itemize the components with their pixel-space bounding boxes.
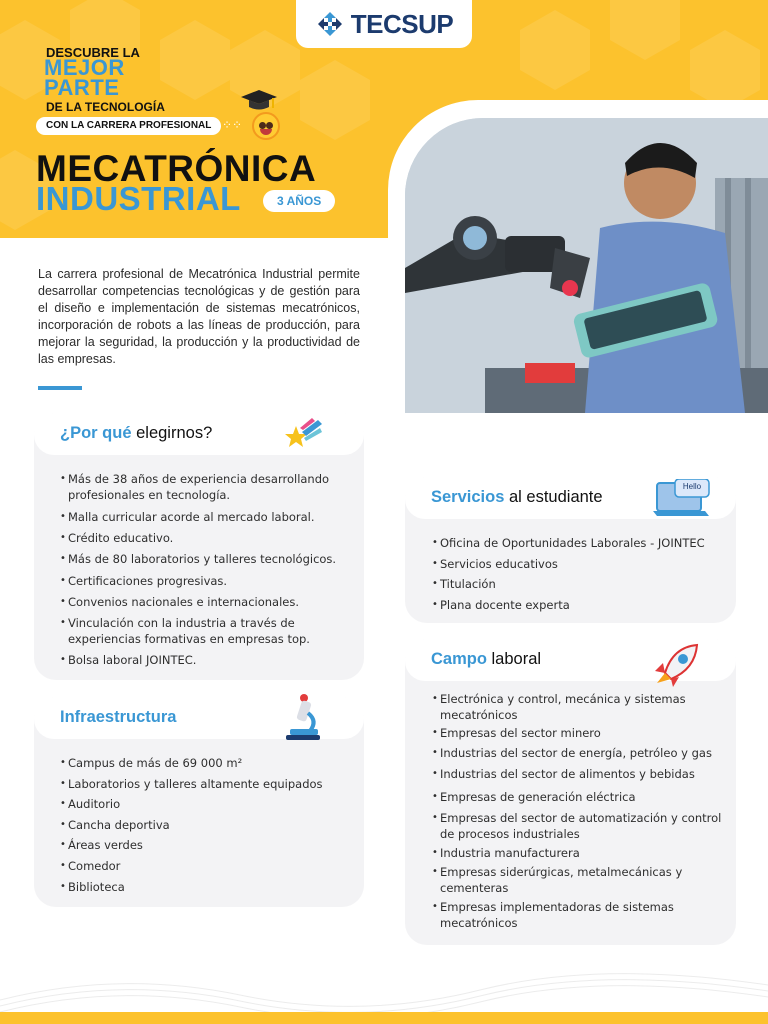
list-item: • Cancha deportiva: [60, 817, 358, 833]
services-title-highlight: Servicios: [431, 488, 505, 506]
career-title: MECATRÓNICA: [36, 148, 317, 189]
student-services-card: [405, 477, 736, 623]
services-title: [431, 488, 603, 507]
laptop-chat-icon: [653, 479, 713, 517]
field-title: [431, 650, 541, 669]
list-item: • Vinculación con la industria a través de experiencias formativas en empresas top.: [60, 615, 358, 647]
why-title-rest: elegirnos?: [136, 424, 213, 442]
list-item: • Empresas del sector de automatización y control de procesos industriales: [432, 810, 730, 842]
hello-bubble-text: Hello: [682, 482, 702, 491]
logo-wordmark: TECSUP: [350, 8, 454, 39]
list-item: • Empresas siderúrgicas, metalmecánicas y cementeras: [432, 864, 730, 896]
infrastructure-card: [34, 697, 364, 907]
tecsup-logo[interactable]: [296, 0, 472, 48]
list-item: • Malla curricular acorde al mercado laboral.: [60, 509, 358, 525]
microscope-icon: [282, 693, 324, 741]
services-title-rest: al estudiante: [508, 488, 603, 506]
list-item: • Crédito educativo.: [60, 530, 358, 546]
rocket-icon: [651, 643, 701, 687]
list-item: • Bolsa laboral JOINTEC.: [60, 652, 358, 668]
why-title-highlight: ¿Por qué: [60, 424, 132, 442]
tagline-line-1: DESCUBRE LA: [46, 45, 140, 60]
why-title: [60, 424, 212, 443]
graduation-cap-icon: [240, 86, 278, 114]
infra-title: [60, 708, 176, 727]
duration-badge: 3 AÑOS: [263, 190, 335, 212]
list-item: • Titulación: [432, 576, 730, 592]
star-sparkle-icon: [284, 416, 324, 454]
list-item: • Campus de más de 69 000 m²: [60, 755, 358, 771]
list-item: • Industrias del sector de energía, petróleo y gas: [432, 745, 730, 761]
list-item: • Áreas verdes: [60, 837, 358, 853]
field-title-highlight: Campo: [431, 650, 487, 668]
services-list: [432, 535, 730, 613]
list-item: • Certificaciones progresivas.: [60, 573, 358, 589]
career-description: La carrera profesional de Mecatrónica Industrial permite desarrollar competencias tecnológicas y de gestión para el diseño e implementación de sistemas mecatrónicos, incorporación de robots a las líneas de producción, para mejorar la seguridad, la producción y la productividad de las empresas.: [38, 267, 360, 366]
list-item: • Industria manufacturera: [432, 845, 730, 861]
list-item: • Laboratorios y talleres altamente equipados: [60, 776, 358, 792]
wave-decoration: [0, 960, 768, 1020]
list-item: • Industrias del sector de alimentos y bebidas: [432, 766, 730, 782]
accent-divider: [38, 386, 82, 390]
why-choose-card: [34, 413, 364, 680]
tagline-highlight: [44, 55, 125, 100]
hex-decoration: [610, 0, 680, 60]
tagline-line-3: DE LA TECNOLOGÍA: [46, 100, 165, 114]
list-item: • Auditorio: [60, 796, 358, 812]
career-subtitle: INDUSTRIAL: [36, 180, 241, 217]
list-item: • Biblioteca: [60, 879, 358, 895]
list-item: • Empresas de generación eléctrica: [432, 789, 730, 805]
hex-decoration: [300, 60, 370, 140]
why-list: [60, 471, 358, 668]
list-item: • Convenios nacionales e internacionales.: [60, 594, 358, 610]
job-field-card: [405, 639, 736, 945]
field-list: [432, 691, 730, 931]
recycle-arrows-icon: [315, 9, 345, 39]
student-robot-photo: [405, 118, 768, 413]
footer-bar: [0, 1012, 768, 1024]
career-pill: CON LA CARRERA PROFESIONAL: [36, 117, 221, 135]
list-item: • Plana docente experta: [432, 597, 730, 613]
hex-decoration: [520, 10, 590, 90]
happy-emoji-icon: [252, 112, 280, 140]
infra-list: [60, 755, 358, 895]
hex-decoration: [160, 20, 230, 100]
tagline-highlight-2: PARTE: [44, 75, 120, 100]
list-item: • Electrónica y control, mecánica y sistemas mecatrónicos: [432, 691, 730, 723]
list-item: • Más de 38 años de experiencia desarrollando profesionales en tecnología.: [60, 471, 358, 503]
hex-decoration: [690, 30, 760, 110]
list-item: • Empresas del sector minero: [432, 725, 730, 741]
list-item: • Comedor: [60, 858, 358, 874]
tagline-highlight-1: MEJOR: [44, 55, 125, 80]
list-item: • Servicios educativos: [432, 556, 730, 572]
field-title-rest: laboral: [491, 650, 542, 668]
list-item: • Empresas implementadoras de sistemas mecatrónicos: [432, 899, 730, 931]
infra-title-text: Infraestructura: [60, 708, 177, 726]
list-item: • Oficina de Oportunidades Laborales - JOINTEC: [432, 535, 730, 551]
dots-decoration: ⁘⁘: [222, 118, 243, 132]
list-item: • Más de 80 laboratorios y talleres tecnológicos.: [60, 551, 358, 567]
